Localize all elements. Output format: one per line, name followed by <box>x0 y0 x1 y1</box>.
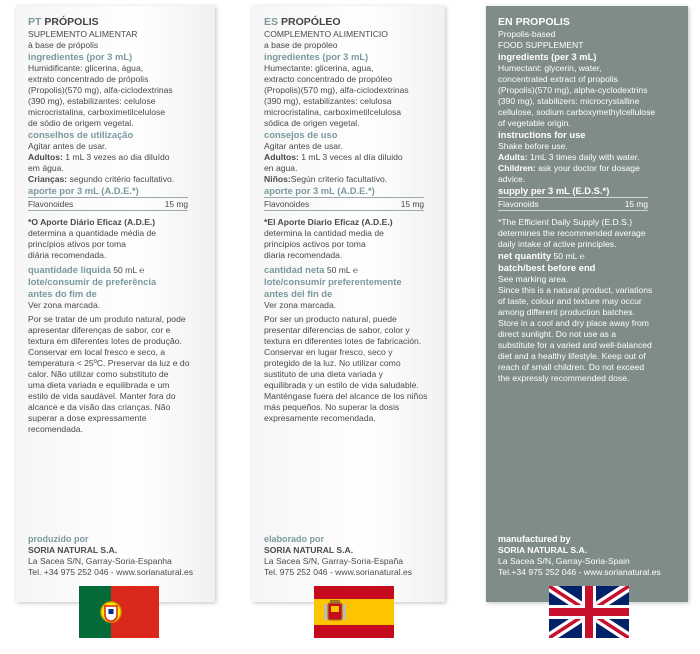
manufacturer-contact: Tel.+34 975 252 046 - www.sorianatural.es <box>498 567 661 577</box>
net-quantity-value: 50 mL ℮ <box>113 265 145 275</box>
usage-children <box>28 174 215 185</box>
nutrient-name: Flavonoides <box>28 199 74 209</box>
manufacturer-name: SORIA NATURAL S.A. <box>264 545 354 555</box>
body-line: alcance e da visão das crianças. Não <box>28 402 171 412</box>
supply-heading: aporte por 3 mL (A.D.E.*) <box>264 185 375 196</box>
body-line: calor. Não utilizar como substituto de <box>28 369 169 379</box>
manufacturer-block <box>28 533 193 578</box>
product-base: à base de própolis <box>28 40 99 50</box>
body-line: Store in a cool and dry place away from <box>498 318 649 328</box>
ingredients-line: cellulose, sodium carboxymethylcellulose <box>498 107 656 117</box>
product-base: a base de propóleo <box>264 40 338 50</box>
lot-text: See marking area. <box>498 274 569 284</box>
usage-children-text: Según criterio facultativo. <box>290 174 388 184</box>
eds-note-line: daily intake of active principles. <box>498 239 617 249</box>
body-line: textura en diferentes lotes de fabricación. <box>264 336 422 346</box>
nutrient-value: 15 mg <box>624 199 648 209</box>
body-line: presentar diferencias de sabor, color y <box>264 325 410 335</box>
usage-adults <box>264 152 445 163</box>
ingredients-heading: ingredientes (por 3 mL) <box>264 51 369 62</box>
net-quantity-label: cantidad neta <box>264 264 325 275</box>
ade-note-label: *El Aporte Diario Eficaz (A.D.E.) <box>264 217 393 227</box>
ingredients-line: Humectante: glicerina, agua, <box>264 63 374 73</box>
body-line: textura em diferentes lotes de produção. <box>28 336 182 346</box>
usage-children <box>498 163 688 174</box>
body-line: temperatura < 25ºC. Preservar da luz e do <box>28 358 190 368</box>
nutrition-row <box>498 197 648 211</box>
ingredients-line: of vegetable origin. <box>498 118 571 128</box>
body-line: of taste, colour and texture may occur <box>498 296 642 306</box>
manufacturer-heading: elaborado por <box>264 534 325 544</box>
ingredients-line: extrato concentrado de própolis <box>28 74 149 84</box>
ade-note-label: *O Aporte Diário Eficaz (A.D.E.) <box>28 217 156 227</box>
ingredients-heading: ingredients (per 3 mL) <box>498 51 597 62</box>
usage-heading: conselhos de utilização <box>28 129 134 140</box>
usage-adults-label: Adultos: <box>264 152 299 162</box>
spain-flag-icon <box>314 586 394 638</box>
body-line: superar a dose expressamente <box>28 413 147 423</box>
net-quantity-label: net quantity <box>498 250 552 261</box>
lot-heading-2: antes del fin de <box>264 288 333 299</box>
body-line: Since this is a natural product, variations <box>498 285 653 295</box>
usage-children-text: ask your doctor for dosage <box>535 163 640 173</box>
manufacturer-contact: Tel. +34 975 252 046 - www.sorianatural.es <box>28 567 194 577</box>
body-line: apresentar diferenças de sabor, cor e <box>28 325 171 335</box>
nutrition-row <box>264 197 424 211</box>
body-line: sustituto de una dieta variada y <box>264 369 383 379</box>
body-line: recomendada. <box>28 424 83 434</box>
usage-line: Shake before use. <box>498 141 568 151</box>
manufacturer-name: SORIA NATURAL S.A. <box>28 545 118 555</box>
ingredients-line: extracto concentrado de propóleo <box>264 74 393 84</box>
manufacturer-contact: Tel. 975 252 046 - www.sorianatural.es <box>264 567 413 577</box>
product-base: Propolis-based <box>498 29 556 39</box>
usage-heading: instructions for use <box>498 129 586 140</box>
body-line: Conservar em local fresco e seco, a <box>28 347 166 357</box>
nutrient-name: Flavonoides <box>264 199 310 209</box>
body-line: the expressly recommended dose. <box>498 373 630 383</box>
ade-note-line: determina la cantidad media de <box>264 228 384 238</box>
body-line: protegido de la luz. No utilizar como <box>264 358 401 368</box>
body-line: direct sunlight. Do not use as a <box>498 329 616 339</box>
product-title <box>28 16 215 29</box>
body-line: Por ser un producto natural, puede <box>264 314 397 324</box>
ingredients-line: (Propolis)(570 mg), alfa-ciclodextrinas <box>28 85 173 95</box>
usage-children-text: segundo critério facultativo. <box>67 174 175 184</box>
uk-flag-icon <box>549 586 629 638</box>
manufacturer-name: SORIA NATURAL S.A. <box>498 545 588 555</box>
lot-text: Ver zona marcada. <box>264 300 337 310</box>
net-quantity-label: quantidade líquida <box>28 264 111 275</box>
product-title <box>498 16 688 29</box>
body-line: más pequeños. No superar la dosis <box>264 402 400 412</box>
body-line: substitute for a varied and well-balanced <box>498 340 652 350</box>
net-quantity-value: 50 mL ℮ <box>326 265 358 275</box>
usage-adults-label: Adultos: <box>28 152 63 162</box>
lot-heading-2: antes do fim de <box>28 288 97 299</box>
manufacturer-address: La Sacea S/N, Garray-Soria-Espanha <box>28 556 172 566</box>
usage-line: en agua. <box>264 163 298 173</box>
manufacturer-address: La Sacea S/N, Garray-Soria-Spain <box>498 556 630 566</box>
ade-note-line: determina a quantidade média de <box>28 228 157 238</box>
supply-heading: supply per 3 mL (E.D.S.*) <box>498 185 610 196</box>
manufacturer-block <box>264 533 412 578</box>
eds-note-line: *The Efficient Daily Supply (E.D.S.) <box>498 217 633 227</box>
body-line: expresamente recomendada. <box>264 413 376 423</box>
manufacturer-heading: produzido por <box>28 534 89 544</box>
body-line: Por se tratar de um produto natural, pode <box>28 314 186 324</box>
net-quantity-value: 50 mL ℮ <box>553 251 585 261</box>
ingredients-line: microcristalina, carboximetilcelulose <box>28 107 166 117</box>
ade-note-line: diaria recomendada. <box>264 250 343 260</box>
usage-line: Agitar antes de usar. <box>28 141 107 151</box>
supply-heading: aporte por 3 mL (A.D.E.*) <box>28 185 139 196</box>
body-line: diet and a healthy lifestyle. Keep out of <box>498 351 646 361</box>
product-title <box>264 16 445 29</box>
ingredients-line: sódica de origen vegetal. <box>264 118 360 128</box>
lot-heading: batch/best before end <box>498 262 596 273</box>
label-panel-es <box>252 6 445 602</box>
ingredients-line: (390 mg), estabilizantes: celulosa <box>264 96 392 106</box>
language-code: EN <box>498 16 513 28</box>
net-quantity <box>498 250 688 262</box>
ingredients-line: de sódio de origem vegetal. <box>28 118 134 128</box>
usage-children-label: Crianças: <box>28 174 68 184</box>
ingredients-line: (Propolis)(570 mg), alfa-ciclodextrinas <box>264 85 409 95</box>
ingredients-line: microcristalina, carboximetilcelulosa <box>264 107 402 117</box>
body-line: estilo de vida saudável. Manter fora do <box>28 391 176 401</box>
lot-text: Ver zona marcada. <box>28 300 101 310</box>
portugal-flag-icon <box>79 586 159 638</box>
label-panel-en <box>486 6 688 602</box>
nutrition-row <box>28 197 188 211</box>
ade-note-line: diária recomendada. <box>28 250 107 260</box>
lot-heading: lote/consumir preferentemente <box>264 276 402 287</box>
usage-children-label: Niños: <box>264 174 291 184</box>
usage-adults-label: Adults: <box>498 152 528 162</box>
body-line: Conservar en lugar fresco, seco y <box>264 347 393 357</box>
ade-note-line: princípios ativos por toma <box>28 239 126 249</box>
usage-adults <box>28 152 215 163</box>
net-quantity <box>28 264 215 276</box>
product-name: PRÓPOLIS <box>44 16 99 28</box>
usage-heading: consejos de uso <box>264 129 338 140</box>
product-type: FOOD SUPPLEMENT <box>498 40 584 50</box>
language-code: ES <box>264 16 279 28</box>
product-name: PROPOLIS <box>515 16 570 28</box>
language-code: PT <box>28 16 42 28</box>
body-line: reach of small children. Do not exceed <box>498 362 645 372</box>
product-type: COMPLEMENTO ALIMENTICIO <box>264 29 388 39</box>
usage-children-label: Children: <box>498 163 536 173</box>
ingredients-line: (390 mg), estabilizantes: celulose <box>28 96 156 106</box>
ingredients-line: Humidificante: glicerina, água, <box>28 63 144 73</box>
ingredients-line: concentrated extract of propolis <box>498 74 618 84</box>
net-quantity <box>264 264 445 276</box>
eds-note-line: determines the recommended average <box>498 228 646 238</box>
nutrient-value: 15 mg <box>400 199 424 209</box>
usage-line: em água. <box>28 163 64 173</box>
nutrient-value: 15 mg <box>164 199 188 209</box>
ingredients-line: (390 mg), stabilizers: microcrystalline <box>498 96 640 106</box>
usage-children <box>264 174 445 185</box>
ingredients-line: Humectant: glycerin, water, <box>498 63 602 73</box>
body-line: Manténgase fuera del alcance de los niños <box>264 391 428 401</box>
manufacturer-heading: manufactured by <box>498 534 571 544</box>
usage-adults-text: 1 mL 3 vezes ao dia diluído <box>62 152 170 162</box>
label-panel-pt <box>16 6 215 602</box>
usage-line: Agitar antes de usar. <box>264 141 343 151</box>
usage-adults <box>498 152 688 163</box>
ingredients-line: (Propolis)(570 mg), alpha-cyclodextrins <box>498 85 648 95</box>
ade-note-line: principios activos por toma <box>264 239 366 249</box>
manufacturer-block <box>498 533 661 578</box>
body-line: equilibrada y un estilo de vida saludable. <box>264 380 419 390</box>
product-type: SUPLEMENTO ALIMENTAR <box>28 29 138 39</box>
body-line: among different production batches. <box>498 307 635 317</box>
ingredients-heading: ingredientes (por 3 mL) <box>28 51 133 62</box>
nutrient-name: Flavonoids <box>498 199 539 209</box>
lot-heading: lote/consumir de preferência <box>28 276 157 287</box>
usage-adults-text: 1 mL 3 veces al día diluido <box>298 152 403 162</box>
manufacturer-address: La Sacea S/N, Garray-Soria-España <box>264 556 403 566</box>
product-name: PROPÓLEO <box>281 16 341 28</box>
usage-line: advice. <box>498 174 526 184</box>
body-line: uma dieta variada e equilibrada e um <box>28 380 170 390</box>
usage-adults-text: 1mL 3 times daily with water. <box>527 152 640 162</box>
